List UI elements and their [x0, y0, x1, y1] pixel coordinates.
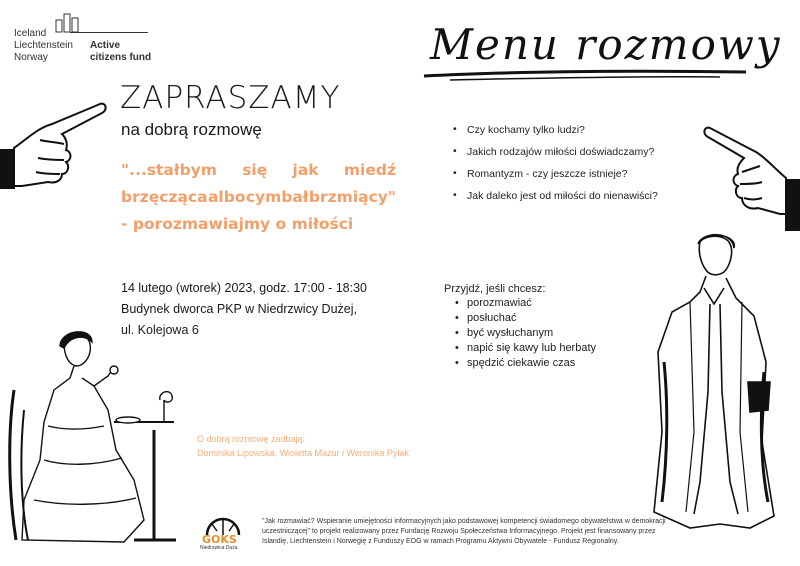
menu-topics [453, 124, 658, 212]
organizers [197, 432, 409, 460]
eea-logo [14, 12, 154, 62]
menu-item: • Jakich rodzajów miłości doświadczamy? [453, 146, 658, 168]
menu-item: • Romantyzm - czy jeszcze istnieje? [453, 168, 658, 190]
list-item: • być wysłuchanym [455, 327, 596, 342]
goks-name: GOKS [202, 533, 237, 546]
event-place: Budynek dworca PKP w Niedrzwicy Dużej, [121, 302, 357, 316]
organizers-label: O dobrą rozmowę zadbają: [197, 434, 306, 444]
come-label: Przyjdź, jeśli chcesz: [444, 283, 546, 295]
project-footer: "Jak rozmawiać? Wspieranie umiejętności informacyjnych jako podstawowej kompetencji świadomego obywatelstwa w demokracji uczestniczącej" to projekt realizowany przez Fundację Rozwoju Społeczeństwa Informacyjnego. Projekt jest finansowany przez Islandię, Liechtenstein i Norwegię z Funduszy EOG w ramach Programu Aktywni Obywatele - Fundusz Regionalny. [262, 518, 666, 545]
list-item: • spędzić ciekawie czas [455, 357, 596, 372]
event-quote: "...stałbym się jak miedź brzęcząca albo cymbał brzmiący" - porozmawiajmy o miłości [121, 161, 396, 233]
menu-heading: Menu rozmowy [430, 20, 782, 69]
list-item: • porozmawiać [455, 297, 596, 312]
gentleman-illustration [650, 232, 780, 532]
organizers-names: Dominika Lipowska, Wioletta Mazur i Weronika Pylak [197, 448, 409, 458]
pointing-hand-left-icon [0, 98, 110, 193]
event-date: 14 lutego (wtorek) 2023, godz. 17:00 - 18:30 [121, 281, 367, 295]
goks-logo [198, 514, 248, 554]
pointing-hand-right-icon [700, 118, 800, 233]
list-item: • napić się kawy lub herbaty [455, 342, 596, 357]
eea-countries: Iceland Liechtenstein Norway [14, 28, 73, 63]
come-reasons [455, 297, 596, 372]
invite-subtitle: na dobrą rozmowę [121, 120, 262, 139]
event-address: ul. Kolejowa 6 [121, 323, 199, 337]
menu-underline [420, 66, 750, 82]
goks-place: Niedrzwica Duża [200, 545, 238, 551]
invite-title: ZAPRASZAMY [120, 80, 341, 116]
menu-item: • Jak daleko jest od miłości do nienawiści? [453, 190, 658, 212]
seated-lady-illustration [4, 330, 194, 555]
menu-item: • Czy kochamy tylko ludzi? [453, 124, 658, 146]
active-citizens-fund: Active citizens fund [90, 40, 152, 63]
list-item: • posłuchać [455, 312, 596, 327]
